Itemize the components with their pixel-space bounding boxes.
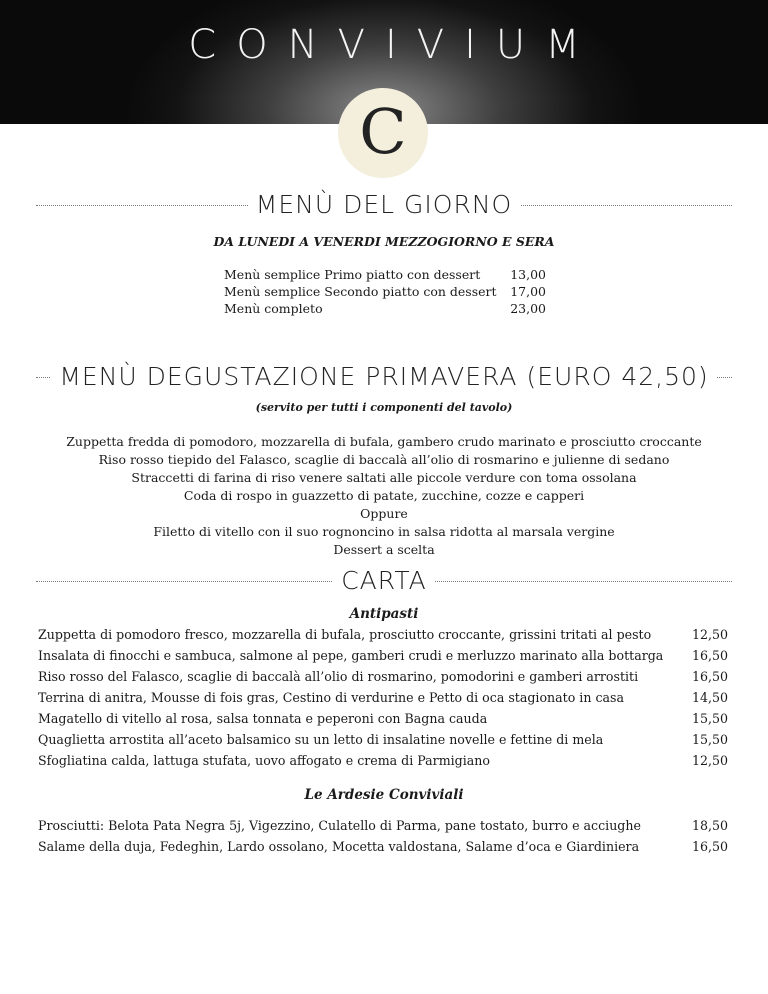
item-name: Menù semplice Primo piatto con dessert <box>224 267 481 282</box>
menu-row <box>38 708 728 729</box>
section-header-degustazione <box>36 362 732 392</box>
giorno-subtitle: DA LUNEDI A VENERDI MEZZOGIORNO E SERA <box>213 234 555 249</box>
menu-row <box>38 815 728 836</box>
dish-price: 16,50 <box>691 669 728 684</box>
degustazione-note: (servito per tutti i componenti del tavolo) <box>255 401 513 414</box>
menu-row <box>38 645 728 666</box>
dish-line: Dessert a scelta <box>333 542 435 557</box>
item-name: Menù semplice Secondo piatto con dessert <box>224 284 497 299</box>
dish-price: 18,50 <box>691 818 728 833</box>
dish-price: 12,50 <box>691 627 728 642</box>
dish-price: 14,50 <box>691 690 728 705</box>
section-title: MENÙ DEGUSTAZIONE PRIMAVERA (EURO 42,50) <box>51 362 716 391</box>
menu-row <box>38 836 728 857</box>
antipasti-list <box>38 624 728 771</box>
dish-line: Straccetti di farina di riso venere saltati alle piccole verdure con toma ossolana <box>131 470 637 485</box>
dish-price: 15,50 <box>691 732 728 747</box>
dish-price: 15,50 <box>691 711 728 726</box>
list-item <box>224 283 546 300</box>
menu-row <box>38 750 728 771</box>
antipasti-heading: Antipasti <box>349 606 419 622</box>
menu-row <box>38 729 728 750</box>
item-name: Menù completo <box>224 301 323 316</box>
dish-line: Oppure <box>360 506 408 521</box>
item-price: 23,00 <box>510 301 546 316</box>
logo-emblem <box>338 88 428 178</box>
dish-name: Terrina di anitra, Mousse di fois gras, Cestino di verdurine e Petto di oca stagionato in casa <box>38 690 624 705</box>
section-header-giorno <box>36 190 732 220</box>
menu-row <box>38 666 728 687</box>
degustazione-dishes <box>0 433 768 559</box>
dish-name: Zuppetta di pomodoro fresco, mozzarella di bufala, prosciutto croccante, grissini tritati al pesto <box>38 627 652 642</box>
dish-line: Zuppetta fredda di pomodoro, mozzarella di bufala, gambero crudo marinato e prosciutto croccante <box>66 434 702 449</box>
dish-line: Coda di rospo in guazzetto di patate, zucchine, cozze e capperi <box>183 488 585 503</box>
dish-price: 16,50 <box>691 839 728 854</box>
dish-name: Insalata di finocchi e sambuca, salmone al pepe, gamberi crudi e merluzzo marinato alla bottarga <box>38 648 664 663</box>
dish-name: Riso rosso del Falasco, scaglie di baccalà all’olio di rosmarino, pomodorini e gamberi arrostiti <box>38 669 639 684</box>
section-header-carta <box>36 566 732 596</box>
ardesie-heading: Le Ardesie Conviviali <box>304 787 464 803</box>
dish-name: Quaglietta arrostita all’aceto balsamico su un letto di insalatine novelle e fettine di mela <box>38 732 604 747</box>
section-title: CARTA <box>333 566 435 595</box>
menu-row <box>38 687 728 708</box>
dish-price: 12,50 <box>691 753 728 768</box>
dish-name: Magatello di vitello al rosa, salsa tonnata e peperoni con Bagna cauda <box>38 711 488 726</box>
list-item <box>224 266 546 283</box>
item-price: 13,00 <box>510 267 546 282</box>
item-price: 17,00 <box>510 284 546 299</box>
brand-name: CONVIVIUM <box>188 22 600 68</box>
section-title: MENÙ DEL GIORNO <box>248 190 520 219</box>
logo-letter: C <box>359 95 407 168</box>
list-item <box>224 300 546 317</box>
dish-line: Riso rosso tiepido del Falasco, scaglie di baccalà all’olio di rosmarino e julienne di sedano <box>98 452 670 467</box>
ardesie-list <box>38 815 728 857</box>
dish-price: 16,50 <box>691 648 728 663</box>
dish-name: Prosciutti: Belota Pata Negra 5j, Vigezzino, Culatello di Parma, pane tostato, burro e acciughe <box>38 818 641 833</box>
dish-line: Filetto di vitello con il suo rognoncino in salsa ridotta al marsala vergine <box>153 524 615 539</box>
menu-row <box>38 624 728 645</box>
dish-name: Salame della duja, Fedeghin, Lardo ossolano, Mocetta valdostana, Salame d’oca e Giardiniera <box>38 839 640 854</box>
giorno-price-list <box>224 266 546 317</box>
dish-name: Sfogliatina calda, lattuga stufata, uovo affogato e crema di Parmigiano <box>38 753 490 768</box>
